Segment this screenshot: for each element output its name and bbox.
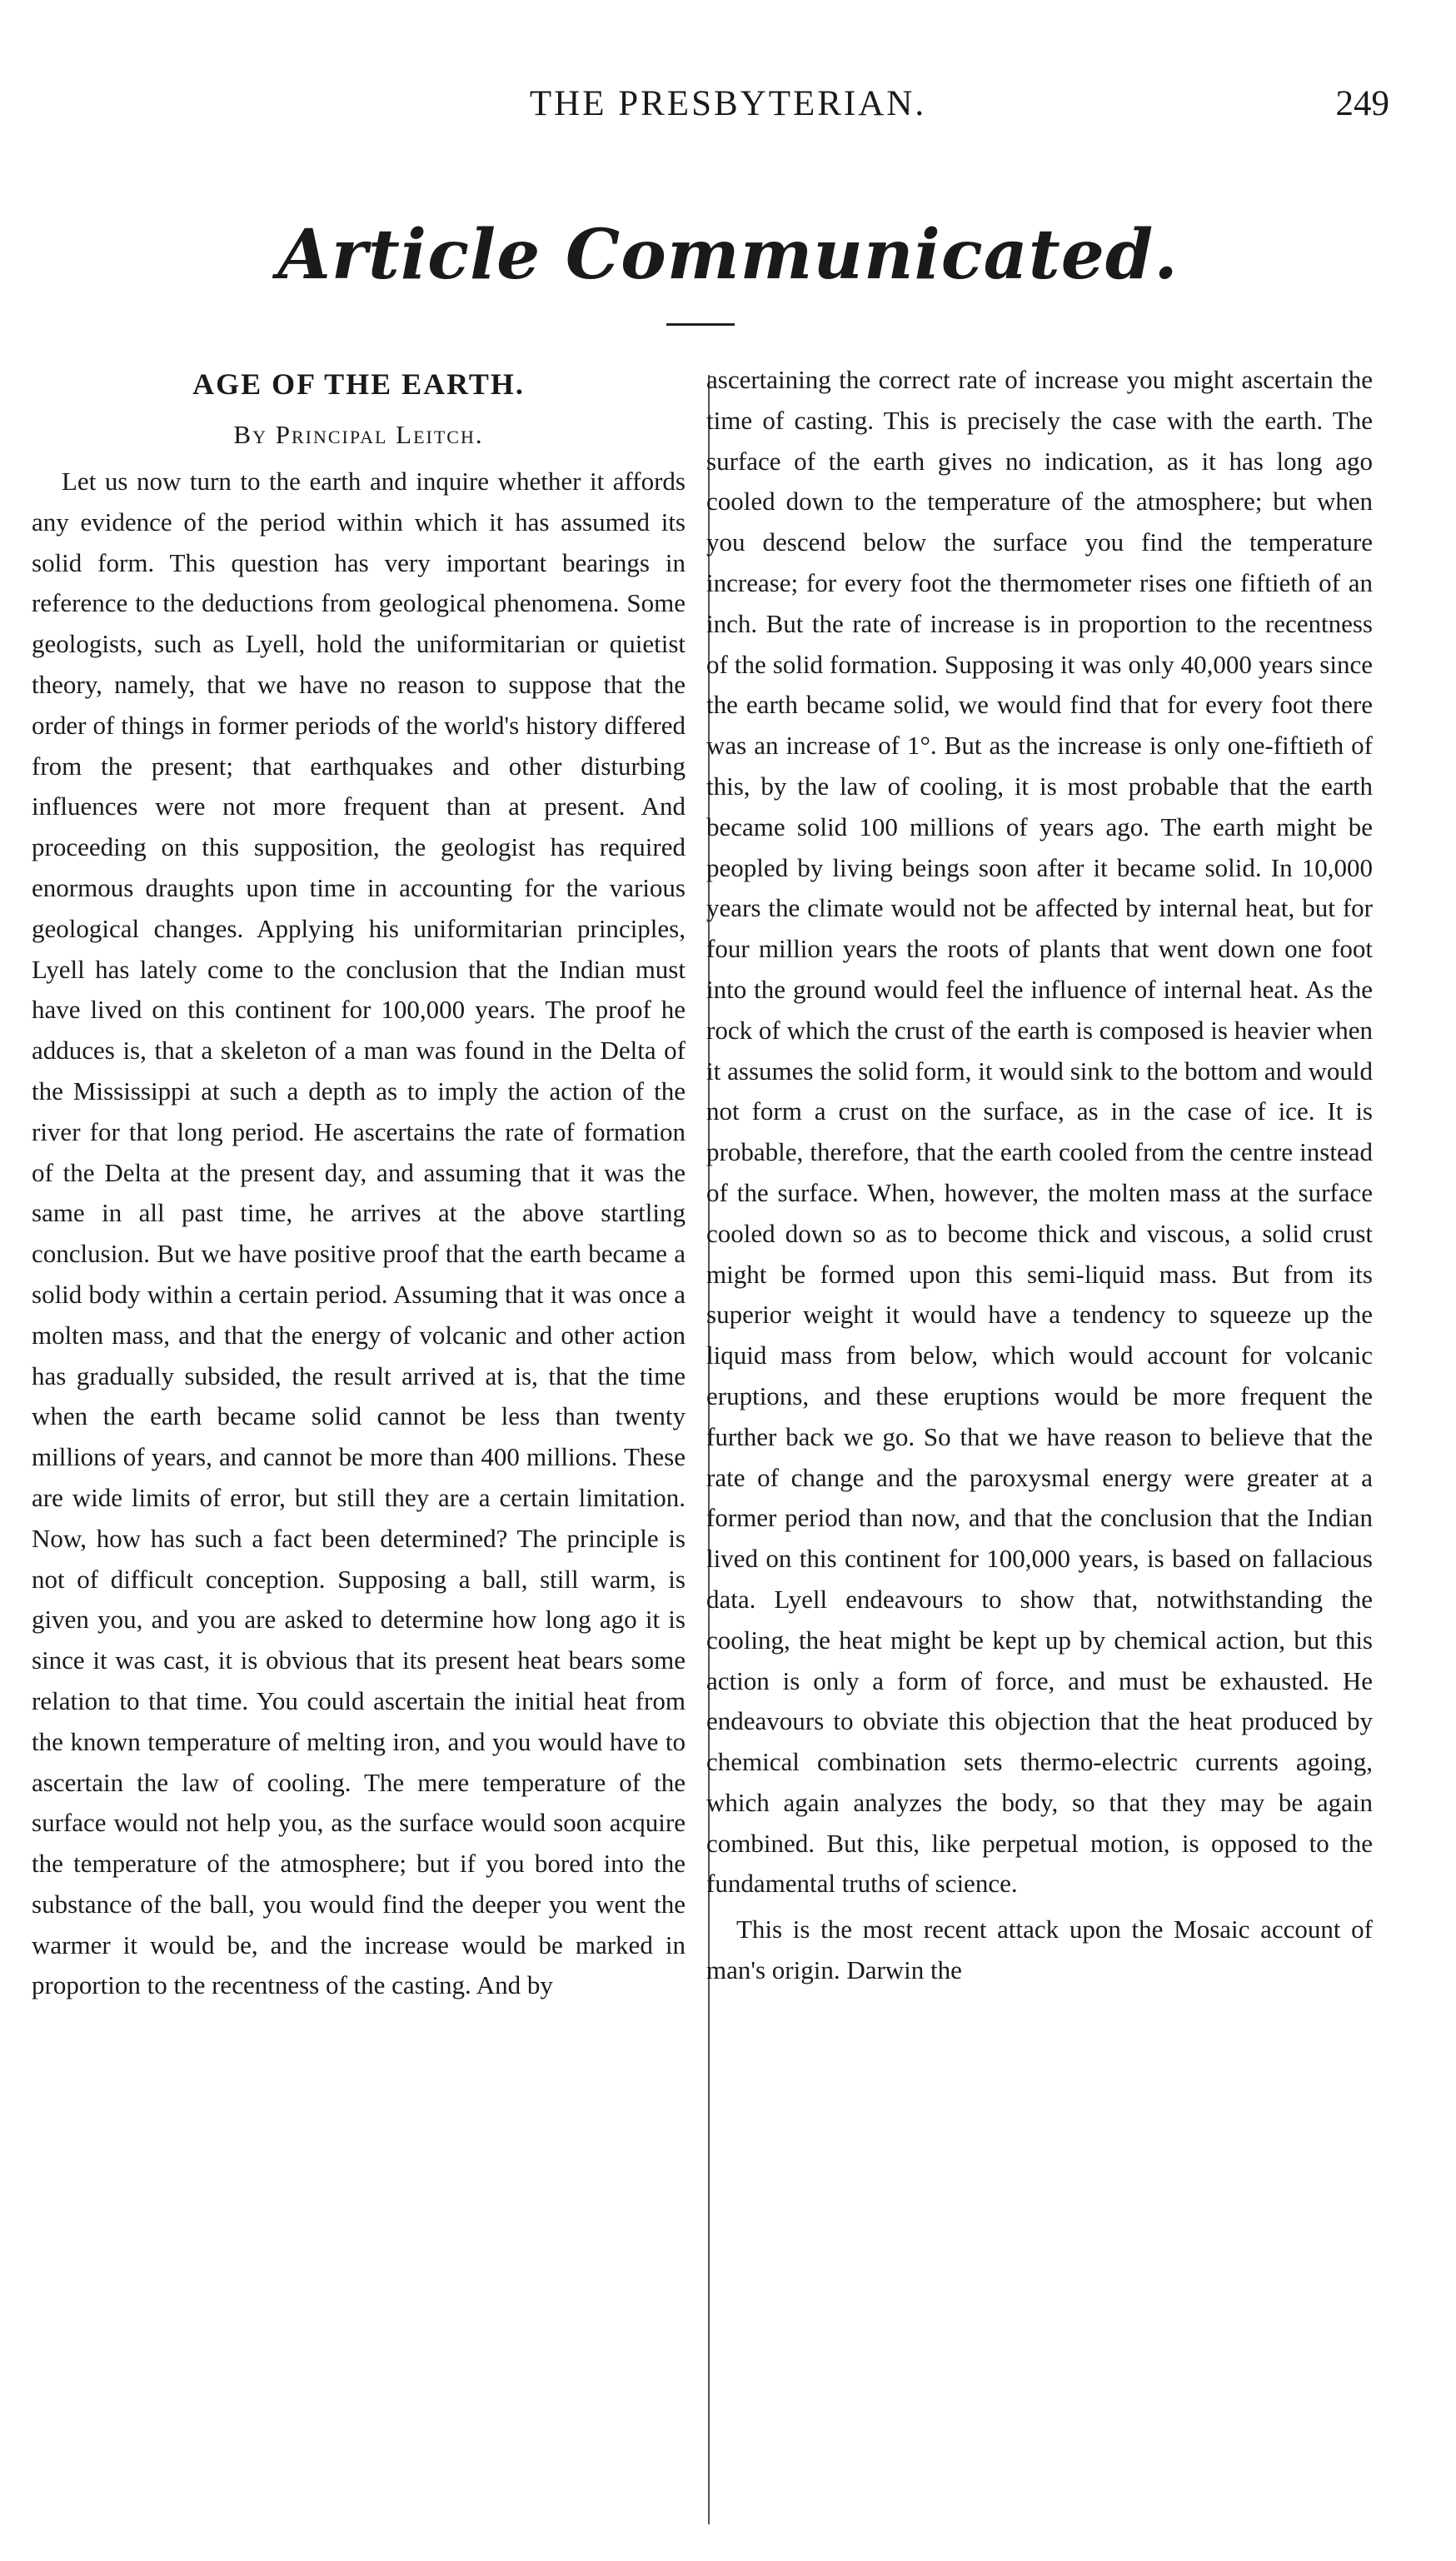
article-paragraph: This is the most recent attack upon the Mosaic account of man's origin. Darwin the: [706, 1915, 1373, 1985]
page-number: 249: [1335, 84, 1389, 123]
article-title: AGE OF THE EARTH.: [192, 367, 525, 401]
left-column: [32, 360, 686, 2006]
article-paragraph: ascertaining the correct rate of increase you might ascertain the time of casting. This is precisely the case with the earth. The surface of the earth gives no indication, as it has long ago cooled down to the temperature of the atmosphere; but when you descend below the surface you find the temperature increase; for every foot the thermometer rises one fiftieth of an inch. But the rate of increase is in proportion to the recentness of the solid formation. Supposing it was only 40,000 years since the earth became solid, we would find that for every foot there was an increase of 1°. But as the increase is only one-fiftieth of this, by the law of cooling, it is most probable that the earth became solid 100 millions of years ago. The earth might be peopled by living beings soon after it became solid. In 10,000 years the climate would not be affected by internal heat, but for four million years the roots of plants that went down one foot into the ground would feel the influence of internal heat. As the rock of which the crust of the earth is composed is heavier when it assumes the solid form, it would sink to the bottom and would not form a crust on the surface, as in the case of ice. It is probable, therefore, that the earth cooled from the centre instead of the surface. When, however, the molten mass at the surface cooled down so as to become thick and viscous, a solid crust might be formed upon this semi-liquid mass. But from its superior weight it would have a tendency to squeeze up the liquid mass from below, which would account for volcanic eruptions, and these eruptions would be more frequent the further back we go. So that we have reason to believe that the rate of change and the paroxysmal energy were greater at a former period than now, and that the conclusion that the Indian lived on this continent for 100,000 years, is based on fallacious data. Lyell endeavours to show that, notwithstanding the cooling, the heat might be kept up by chemical action, but this action is only a form of force, and must be exhausted. He endeavours to obviate this objection that the heat produced by chemical combination sets thermo-electric currents agoing, which again analyzes the body, so that they may be again combined. But this, like perpetual motion, is opposed to the fundamental truths of science.: [706, 365, 1373, 1899]
heading-rule: [666, 323, 735, 326]
article-paragraph: Let us now turn to the earth and inquire whether it affords any evidence of the period within which it has assumed its solid form. This question has very important bearings in reference to the deductions from geological phenomena. Some geologists, such as Lyell, hold the uniformitarian or quietist theory, namely, that we have no reason to suppose that the order of things in former periods of the world's history differed from the present; that earthquakes and other disturbing influences were not more frequent than at present. And proceeding on this supposition, the geologist has required enormous draughts upon time in accounting for the various geological changes. Applying his uniformitarian principles, Lyell has lately come to the conclusion that the Indian must have lived on this continent for 100,000 years. The proof he adduces is, that a skeleton of a man was found in the Delta of the Mississippi at such a depth as to imply the action of the river for that long period. He ascertains the rate of formation of the Delta at the present day, and assuming that it was the same in all past time, he arrives at the above startling conclusion. But we have positive proof that the earth became a solid body within a certain period. Assuming that it was once a molten mass, and that the energy of volcanic and other action has gradually subsided, the result arrived at is, that the time when the earth became solid cannot be less than twenty millions of years, and cannot be more than 400 millions. These are wide limits of error, but still they are a certain limitation. Now, how has such a fact been determined? The principle is not of difficult conception. Supposing a ball, still warm, is given you, and you are asked to determine how long ago it is since it was cast, it is obvious that its present heat bears some relation to that time. You could ascertain the initial heat from the known temperature of melting iron, and you would have to ascertain the law of cooling. The mere temperature of the surface would not help you, as the surface would soon acquire the temperature of the atmosphere; but if you bored into the substance of the ball, you would find the deeper you went the warmer it would be, and the increase would be marked in proportion to the recentness of the casting. And by: [32, 467, 686, 2000]
section-heading: Article Communicated.: [277, 215, 1179, 295]
running-title: THE PRESBYTERIAN.: [529, 84, 927, 123]
article-byline: By Principal Leitch.: [233, 420, 484, 449]
running-head: [0, 83, 1456, 133]
right-column: [706, 360, 1373, 1991]
